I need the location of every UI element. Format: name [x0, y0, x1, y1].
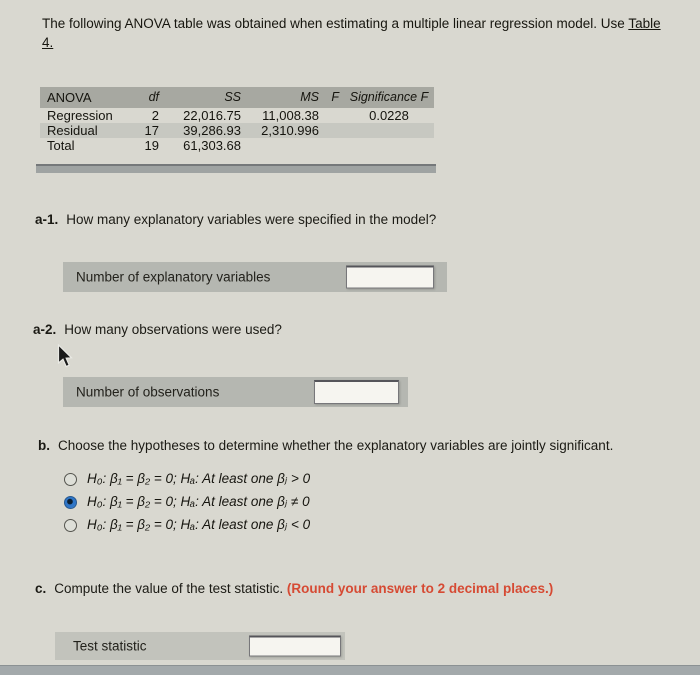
anova-cell-ss: 39,286.93 [164, 123, 246, 138]
anova-cell-ms: 2,310.996 [246, 123, 324, 138]
anova-cell-ss: 61,303.68 [183, 138, 241, 153]
question-a2-text: How many observations were used? [64, 322, 282, 337]
table-4-link[interactable]: 4. [42, 35, 54, 50]
hypothesis-option-3 [64, 515, 310, 535]
table-row [40, 108, 434, 123]
anova-header-row [40, 87, 434, 108]
test-statistic-input[interactable] [249, 636, 341, 657]
anova-cell-df: 17 [130, 123, 164, 138]
radio-button[interactable] [64, 519, 77, 532]
question-intro-text: The following ANOVA table was obtained when estimating a multiple linear regression model. Use [42, 16, 629, 31]
anova-cell-ms: 11,008.38 [262, 108, 319, 123]
hypothesis-option-2 [64, 492, 310, 512]
anova-table [40, 87, 434, 153]
observations-input[interactable] [314, 380, 399, 404]
hypothesis-option-3-label: H₀: β₁ = β₂ = 0; Hₐ: At least one βⱼ < 0 [87, 517, 311, 532]
question-c-text: Compute the value of the test statistic. [54, 581, 284, 596]
question-intro [42, 14, 692, 52]
hypothesis-option-1 [64, 469, 310, 489]
a2-answer-label: Number of observations [76, 384, 220, 400]
anova-header-ms: MS [246, 87, 324, 108]
anova-cell-f [324, 138, 344, 153]
table-row [40, 123, 434, 138]
anova-header-df: df [130, 87, 164, 108]
anova-cell-df: 19 [144, 138, 159, 153]
question-c [35, 581, 553, 596]
a1-answer-row [63, 262, 447, 292]
anova-header-f: F [324, 87, 344, 108]
hypothesis-option-2-label: H₀: β₁ = β₂ = 0; Hₐ: At least one βⱼ ≠ 0 [87, 494, 310, 509]
anova-cell-label: Residual [40, 123, 130, 138]
c-answer-row [55, 632, 345, 660]
anova-cell-sig-f [344, 138, 434, 153]
radio-button[interactable] [64, 473, 77, 486]
question-a1-label: a-1. [35, 212, 59, 227]
anova-cell-df: 2 [151, 108, 159, 123]
question-a1 [35, 212, 436, 227]
a1-answer-label: Number of explanatory variables [76, 269, 271, 285]
question-a1-text: How many explanatory variables were specified in the model? [66, 212, 437, 227]
anova-cell-ss: 22,016.75 [183, 108, 241, 123]
table-4-link[interactable]: Table [628, 16, 661, 31]
question-b-text: Choose the hypotheses to determine whether the explanatory variables are jointly significant. [58, 438, 614, 453]
question-b [38, 438, 613, 453]
question-c-label: c. [35, 581, 47, 596]
question-a2-label: a-2. [33, 322, 57, 337]
c-answer-label: Test statistic [73, 638, 147, 654]
hypothesis-option-1-label: H₀: β₁ = β₂ = 0; Hₐ: At least one βⱼ > 0 [87, 471, 311, 486]
anova-cell-f [324, 108, 344, 123]
anova-header-significance-f: Significance F [344, 87, 434, 108]
window-bottom-edge [0, 665, 700, 675]
anova-cell-sig-f: 0.0228 [369, 108, 409, 123]
mouse-cursor-icon [57, 344, 74, 374]
radio-button[interactable] [64, 496, 77, 509]
a2-answer-row [63, 377, 408, 407]
anova-cell-ms [246, 138, 324, 153]
rounding-instruction: (Round your answer to 2 decimal places.) [286, 581, 554, 596]
anova-cell-f [324, 123, 344, 138]
anova-header-anova: ANOVA [40, 87, 130, 108]
anova-cell-sig-f [344, 123, 434, 138]
anova-header-ss: SS [164, 87, 246, 108]
question-a2 [33, 322, 282, 337]
table-horizontal-scrollbar[interactable] [36, 164, 436, 173]
explanatory-variables-input[interactable] [346, 266, 434, 289]
anova-cell-label: Regression [47, 108, 113, 123]
anova-cell-label: Total [47, 138, 75, 153]
table-row [40, 138, 434, 153]
question-b-label: b. [38, 438, 50, 453]
